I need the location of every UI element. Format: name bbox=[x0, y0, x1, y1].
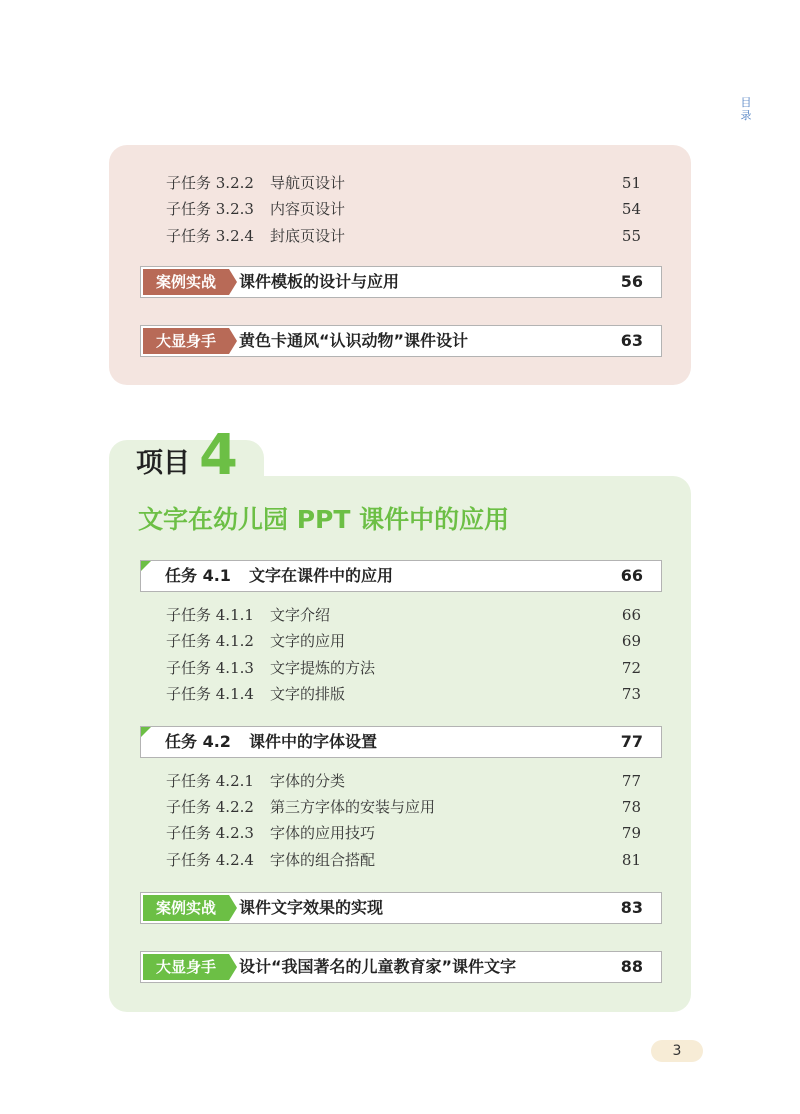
show-tag: 大显身手 bbox=[143, 954, 229, 980]
show-skills-4[interactable] bbox=[140, 951, 662, 983]
subtask-code: 子任务 3.2.2 bbox=[166, 174, 254, 192]
subtask-page: 73 bbox=[621, 685, 641, 703]
subtask-4-2-4[interactable] bbox=[166, 848, 641, 872]
show-page: 63 bbox=[620, 331, 643, 350]
subtask-4-2-1[interactable] bbox=[166, 769, 641, 793]
project-label: 项目 bbox=[136, 448, 190, 479]
subtask-page: 54 bbox=[621, 200, 641, 218]
subtask-page: 66 bbox=[621, 606, 641, 624]
case-title: 课件模板的设计与应用 bbox=[239, 272, 400, 291]
show-title: 设计“我国著名的儿童教育家”课件文字 bbox=[239, 957, 517, 976]
case-practice-3[interactable] bbox=[140, 266, 662, 298]
subtask-3-2-2[interactable] bbox=[166, 171, 641, 195]
subtask-title: 字体的应用技巧 bbox=[270, 824, 376, 842]
subtask-title: 字体的组合搭配 bbox=[270, 851, 376, 869]
subtask-3-2-3[interactable] bbox=[166, 197, 641, 221]
corner-marker-icon bbox=[141, 727, 151, 737]
subtask-4-2-3[interactable] bbox=[166, 821, 641, 845]
subtask-title: 第三方字体的安装与应用 bbox=[270, 798, 436, 816]
subtask-code: 子任务 4.2.4 bbox=[166, 851, 254, 869]
task-4-1[interactable] bbox=[140, 560, 662, 592]
subtask-title: 字体的分类 bbox=[270, 772, 346, 790]
case-page: 56 bbox=[620, 272, 643, 291]
subtask-4-1-2[interactable] bbox=[166, 629, 641, 653]
subtask-code: 子任务 4.1.3 bbox=[166, 659, 254, 677]
case-page: 83 bbox=[620, 898, 643, 917]
side-tab-contents: 目录 bbox=[740, 96, 752, 122]
show-skills-3[interactable] bbox=[140, 325, 662, 357]
subtask-code: 子任务 4.2.3 bbox=[166, 824, 254, 842]
subtask-title: 文字的应用 bbox=[270, 632, 346, 650]
subtask-title: 导航页设计 bbox=[270, 174, 346, 192]
case-title: 课件文字效果的实现 bbox=[239, 898, 384, 917]
subtask-4-1-1[interactable] bbox=[166, 603, 641, 627]
subtask-4-1-3[interactable] bbox=[166, 656, 641, 680]
subtask-3-2-4[interactable] bbox=[166, 224, 641, 248]
task-code: 任务 4.1 bbox=[165, 566, 231, 585]
project-number: 4 bbox=[199, 423, 238, 488]
subtask-title: 文字的排版 bbox=[270, 685, 346, 703]
case-tag: 案例实战 bbox=[143, 269, 229, 295]
case-tag: 案例实战 bbox=[143, 895, 229, 921]
subtask-4-2-2[interactable] bbox=[166, 795, 641, 819]
subtask-code: 子任务 4.1.2 bbox=[166, 632, 254, 650]
task-4-2[interactable] bbox=[140, 726, 662, 758]
task-page: 66 bbox=[620, 566, 643, 585]
task-title: 文字在课件中的应用 bbox=[249, 566, 394, 585]
subtask-page: 81 bbox=[621, 851, 641, 869]
subtask-page: 79 bbox=[621, 824, 641, 842]
subtask-title: 文字介绍 bbox=[270, 606, 331, 624]
task-page: 77 bbox=[620, 732, 643, 751]
show-page: 88 bbox=[620, 957, 643, 976]
subtask-title: 封底页设计 bbox=[270, 227, 346, 245]
corner-marker-icon bbox=[141, 561, 151, 571]
subtask-page: 72 bbox=[621, 659, 641, 677]
show-tag: 大显身手 bbox=[143, 328, 229, 354]
project-title: 文字在幼儿园 PPT 课件中的应用 bbox=[138, 505, 510, 534]
subtask-code: 子任务 4.1.1 bbox=[166, 606, 254, 624]
subtask-code: 子任务 4.2.1 bbox=[166, 772, 254, 790]
subtask-page: 78 bbox=[621, 798, 641, 816]
subtask-code: 子任务 4.1.4 bbox=[166, 685, 254, 703]
subtask-code: 子任务 3.2.3 bbox=[166, 200, 254, 218]
subtask-page: 69 bbox=[621, 632, 641, 650]
task-code: 任务 4.2 bbox=[165, 732, 231, 751]
subtask-code: 子任务 4.2.2 bbox=[166, 798, 254, 816]
subtask-code: 子任务 3.2.4 bbox=[166, 227, 254, 245]
subtask-4-1-4[interactable] bbox=[166, 682, 641, 706]
subtask-page: 51 bbox=[621, 174, 641, 192]
case-practice-4[interactable] bbox=[140, 892, 662, 924]
show-title: 黄色卡通风“认识动物”课件设计 bbox=[239, 331, 469, 350]
subtask-page: 55 bbox=[621, 227, 641, 245]
page-number: 3 bbox=[651, 1040, 703, 1062]
subtask-title: 内容页设计 bbox=[270, 200, 346, 218]
task-title: 课件中的字体设置 bbox=[249, 732, 378, 751]
subtask-title: 文字提炼的方法 bbox=[270, 659, 376, 677]
subtask-page: 77 bbox=[621, 772, 641, 790]
